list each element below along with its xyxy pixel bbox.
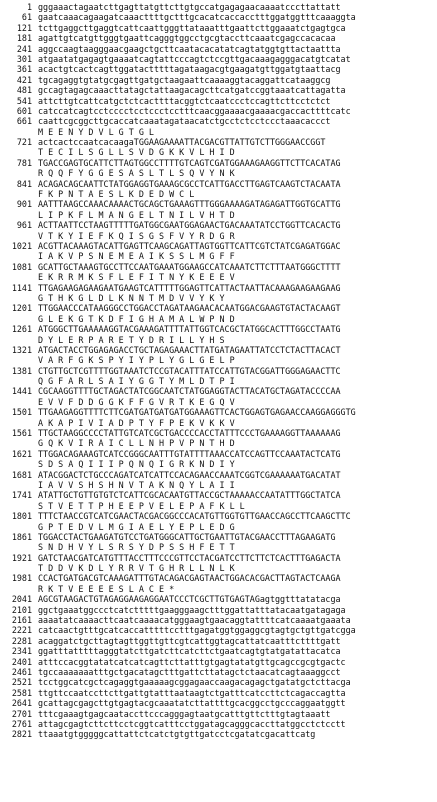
nucleotide-sequence: TTGGACAGAAAGTCATCCGGGCAATTTGTATTTTAAACCATCCAGTTCCAAATACTCATG	[38, 448, 341, 459]
nucleotide-sequence: TGACCGAGTGCATTCTTAGTGGCCTTTTGTCAGTCGATGGAAAGAAGGTTCTTCACATAG	[38, 157, 341, 168]
nucleotide-sequence: atttccacggtatatcatcatcagttcttatttgtgagtatatgttgcagccgcgtgactc	[38, 656, 346, 667]
amino-acid-sequence: M E E N Y D V L G T G L	[38, 126, 154, 137]
nucleotide-line	[2, 283, 437, 293]
nucleotide-sequence: gggaaactagaatcttgagttatgttcttgtgccatgagagaacaaaatcccttattatt	[38, 2, 341, 12]
nucleotide-line	[2, 12, 437, 22]
line-number: 1501	[11, 407, 32, 418]
protein-translation-line	[2, 272, 437, 282]
nucleotide-sequence: catcaactgtttgcatcaccatttttcctttgagatggtggaggcgtagtgctgttgatcgga	[38, 625, 356, 636]
line-number: 1141	[11, 282, 32, 293]
protein-translation-line	[2, 293, 437, 303]
amino-acid-sequence: G T H K G L D L K N N T M D V V Y K Y	[38, 292, 225, 303]
nucleotide-line	[2, 85, 437, 95]
line-number: 1741	[11, 490, 32, 501]
nucleotide-line	[2, 511, 437, 521]
protein-translation-line	[2, 147, 437, 157]
line-number: 2581	[11, 687, 32, 698]
nucleotide-line	[2, 64, 437, 74]
line-number: 2641	[11, 698, 32, 709]
nucleotide-sequence: CTGTTGCTCGTTTTGGTAAATCTCCGTACATTTATCCATTGTACGGATTGGGAGAACTTC	[38, 365, 341, 376]
amino-acid-sequence: Q G F A R L S A I Y G G T Y M L D T P I	[38, 376, 235, 387]
protein-translation-line	[2, 168, 437, 178]
protein-translation-line	[2, 355, 437, 365]
nucleotide-line	[2, 667, 437, 677]
nucleotide-line	[2, 698, 437, 708]
line-number: 1861	[11, 531, 32, 542]
protein-translation-line	[2, 438, 437, 448]
protein-translation-line	[2, 563, 437, 573]
nucleotide-line	[2, 729, 437, 739]
nucleotide-sequence: actcactccaatcacaagaTGGAAGAAAATTACGACGTTATTGTCTTGGGAACCGGT	[38, 137, 326, 148]
nucleotide-sequence: atgaatatgagagtgaaaatcagtattcccagtctccgttgacaaagagggacatgtcatat	[38, 53, 351, 64]
nucleotide-line	[2, 96, 437, 106]
nucleotide-sequence: tcttgaggcttgaggtcattcaattgggttataaatttgaattcttggaaatctgagtgca	[38, 22, 346, 33]
nucleotide-sequence: GCATTGCTAAAGTGCCTTCCAATGAAATGGAAGCCATCAAATCTTCTTTAATGGGCTTTT	[38, 261, 341, 272]
nucleotide-sequence: ATACGGACTCTGCCCAGATCATCATTCCACAGAACCAAATCGGTCGAAAAAATGACATAT	[38, 469, 341, 480]
line-number: 1441	[11, 386, 32, 397]
nucleotide-sequence: ACAGACAGCAATTCTATGGAGGTGAAAGCGCCTCATTGACCTTGAGTCAAGTCTACAATA	[38, 178, 341, 189]
nucleotide-line	[2, 428, 437, 438]
nucleotide-line	[2, 44, 437, 54]
amino-acid-sequence: T D D V K D L Y R R V T G H R L L N L K	[38, 563, 235, 574]
nucleotide-line	[2, 366, 437, 376]
nucleotide-sequence: CGCAAGGTTTTGCTAGACTATCGGCAATCTATGGAGGTACTTACATGCTAGATACCCCAA	[38, 386, 341, 397]
nucleotide-sequence: acaggatctgcttagtagttggttgttcgtcattggtagcattatcaatttcttttgatt	[38, 635, 341, 646]
line-number: 541	[16, 95, 32, 106]
nucleotide-line	[2, 345, 437, 355]
line-number: 901	[16, 199, 32, 210]
nucleotide-sequence: GATCTAACGATCATGTTTACCTTTCCCGTTCCTACGATCCTTCTTCTCACTTTGAGACTA	[38, 552, 341, 563]
amino-acid-sequence: R Q Q F Y G G E S A S L T L S Q V Y N K	[38, 168, 235, 179]
nucleotide-line	[2, 553, 437, 563]
nucleotide-line	[2, 709, 437, 719]
nucleotide-line	[2, 137, 437, 147]
protein-translation-line	[2, 376, 437, 386]
protein-translation-line	[2, 127, 437, 137]
amino-acid-sequence: R K T V E E E E S L A C E *	[38, 583, 175, 594]
amino-acid-sequence: V T K Y I E F K Q I S G S F V Y R D G R	[38, 230, 235, 241]
nucleotide-sequence: ggctgaaatggccctcatctttttgaagggaagctttggattatttatacaatgatagaga	[38, 604, 346, 615]
nucleotide-sequence: TTGAAGAGGTTTTCTTCGATGATGATGATGGAAAGTTCACTGGAGTGAGAACCAAGGAGGGTG	[38, 407, 356, 418]
nucleotide-line	[2, 2, 437, 12]
nucleotide-sequence: ACTTAATTCCTAAGTTTTTGATGGCGAATGGAGAACTGACAAATATCCTGGTTCACACTG	[38, 220, 341, 231]
nucleotide-sequence: ATGGGCTTGAAAAAGGTACGAAAGATTTTATTGGTCACGCTATGGCACTTTGGCCTAATG	[38, 324, 341, 335]
protein-translation-line	[2, 210, 437, 220]
nucleotide-line	[2, 449, 437, 459]
nucleotide-line	[2, 532, 437, 542]
nucleotide-line	[2, 490, 437, 500]
nucleotide-line	[2, 386, 437, 396]
line-number: 2761	[11, 718, 32, 729]
nucleotide-line	[2, 636, 437, 646]
line-number: 961	[16, 220, 32, 231]
line-number: 421	[16, 74, 32, 85]
nucleotide-line	[2, 625, 437, 635]
line-number: 841	[16, 178, 32, 189]
nucleotide-line	[2, 106, 437, 116]
nucleotide-sequence: TTGCTAAGGCCCCTATTGTCATCGCTGACCCCACCTATTTCCCTGAAAAGGTTAAAAAAG	[38, 428, 341, 439]
nucleotide-sequence: ACGTTACAAAGTACATTGAGTTCAAGCAGATTAGTGGTTCATTCGTCTATCGAGATGGAC	[38, 240, 341, 251]
line-number: 1321	[11, 344, 32, 355]
nucleotide-sequence: ATATTGCTGTTGTGTCTCATTCGCACAATGTTACCGCTAAAAACCAATATTTGGCTATCA	[38, 490, 341, 501]
nucleotide-line	[2, 262, 437, 272]
nucleotide-sequence: ttgttccaatccttcttgattgtatttaataagtctgatttcatccttctcagaccagtta	[38, 687, 346, 698]
nucleotide-line	[2, 688, 437, 698]
nucleotide-line	[2, 573, 437, 583]
amino-acid-sequence: S N D H V Y L S R S Y D P S S H F E T T	[38, 542, 235, 553]
line-number: 1381	[11, 365, 32, 376]
line-number: 121	[16, 22, 32, 33]
line-number: 2221	[11, 625, 32, 636]
nucleotide-sequence: aggccaagtaagggaacgaagctgcttcaatacacatatcagtatggtgttactaattta	[38, 43, 341, 54]
line-number: 2341	[11, 646, 32, 657]
line-number: 2401	[11, 656, 32, 667]
line-number: 1081	[11, 261, 32, 272]
nucleotide-line	[2, 241, 437, 251]
nucleotide-sequence: gcattagcgagcttgtgagtacgcaaatatcttattttgcacggcctgcccaggaatggtt	[38, 698, 346, 709]
nucleotide-sequence: acactgtcactcagttggatactttttagataagacgtgaagatgttggatgtaattacg	[38, 64, 341, 75]
protein-translation-line	[2, 251, 437, 261]
nucleotide-sequence: TTGAGAAGAGAAGAATGAAGTCATTTTTGGAGTTCATTACTAATTACAAAGAAGAAGAAG	[38, 282, 341, 293]
nucleotide-sequence: ATGACTACCTGGAGAGACCTGCTAGAGAAACTTATGATAGAATTATCCTCTACTTACACT	[38, 344, 341, 355]
amino-acid-sequence: G L E K G T K D F I G H A M A L W P N D	[38, 313, 235, 324]
protein-translation-line	[2, 314, 437, 324]
line-number: 1561	[11, 428, 32, 439]
line-number: 661	[16, 116, 32, 127]
protein-translation-line	[2, 501, 437, 511]
line-number: 481	[16, 85, 32, 96]
amino-acid-sequence: G Q K V I R A I C L L N H P V P N T H D	[38, 438, 235, 449]
nucleotide-sequence: tgcagaggtgtatgcgagttgatgctaagaattcaaaaggtacaggattcataaggcg	[38, 74, 331, 85]
nucleotide-line	[2, 719, 437, 729]
nucleotide-sequence: catccatcagtcctcccctcctccctcctttcaacggaaaacgaaaacgaccacttttcatc	[38, 105, 351, 116]
nucleotide-line	[2, 23, 437, 33]
nucleotide-line	[2, 75, 437, 85]
line-number: 241	[16, 43, 32, 54]
nucleotide-line	[2, 470, 437, 480]
amino-acid-sequence: E V V F D D G G K F F G V R T K E G Q V	[38, 396, 235, 407]
amino-acid-sequence: S T V E T T P H E E P V E L E P A F K L L	[38, 500, 245, 511]
amino-acid-sequence: I A V V S H S H N V T A K N Q Y L A I I	[38, 479, 235, 490]
nucleotide-line	[2, 158, 437, 168]
nucleotide-sequence: TTGGAACCCATAAGGGCCTGGACCTAGATAAGAACACAATGGACGAAGTGTACTACAAGT	[38, 303, 341, 314]
nucleotide-sequence: AATTTAAGCCAAACAAAACTGCAGCTGAAAGTTTGGGAAAAGATAGAGATTGGTGCATTG	[38, 199, 341, 210]
line-number: 1201	[11, 303, 32, 314]
line-number: 1921	[11, 552, 32, 563]
nucleotide-line	[2, 324, 437, 334]
nucleotide-line	[2, 54, 437, 64]
line-number: 2821	[11, 729, 32, 740]
nucleotide-sequence: TTTCTAACCGTCATCGAACTACGACGGCCCACATGTTGGTGTTGAACCAGCCTTCAAGCTTC	[38, 511, 351, 522]
amino-acid-sequence: L I P K F L M A N G E L T N I L V H T D	[38, 209, 235, 220]
amino-acid-sequence: T E C I L S G L L S V D G K K V L H I D	[38, 147, 235, 158]
line-number: 1681	[11, 469, 32, 480]
protein-translation-line	[2, 522, 437, 532]
line-number: 181	[16, 33, 32, 44]
amino-acid-sequence: E K R R M K S F L E F I T N Y K E E E V	[38, 272, 235, 283]
nucleotide-sequence: AGCGTAAGACTGTAGAGGAAGAGGAATCCCTCGCTTGTGAGTAGagtggtttatatacga	[38, 594, 341, 605]
protein-translation-line	[2, 189, 437, 199]
protein-translation-line	[2, 480, 437, 490]
amino-acid-sequence: D Y L E R P A R E T Y D R I L L Y H S	[38, 334, 225, 345]
nucleotide-line	[2, 677, 437, 687]
nucleotide-sequence: gccagtagagcaaacttatagctattaagacagcttcatgatccggtaaatcattagatta	[38, 85, 346, 96]
line-number: 61	[21, 12, 32, 23]
nucleotide-sequence: gaatcaaacagaagatcaaacttttgctttgcacatcaccacctttggatggtttcaaaggta	[38, 12, 356, 23]
amino-acid-sequence: A K A P I V I A D P T Y F P E K V K K V	[38, 417, 235, 428]
line-number: 301	[16, 53, 32, 64]
line-number: 1621	[11, 448, 32, 459]
nucleotide-sequence: caattcgcggcttgcaccatcaaatagataacatctgcctctcctccctaaacaccct	[38, 116, 331, 127]
line-number: 1261	[11, 324, 32, 335]
nucleotide-sequence: tgccaaaaaaatttgctgacatagctttgattcttatagctctaacatcagtaaaggcct	[38, 667, 341, 677]
protein-translation-line	[2, 584, 437, 594]
nucleotide-sequence: aaaatatcaaaacttcaatcaaaacatgggaagtgaacaggtattttcatcaaaatgaaata	[38, 615, 351, 626]
line-number: 721	[16, 137, 32, 148]
protein-translation-line	[2, 397, 437, 407]
nucleotide-sequence: TGGACCTACTGAAGATGTCCTGATGGGCATTGCTGAATTGTACGAACCTTTAGAAGATG	[38, 531, 336, 542]
nucleotide-sequence: tttcgaaagtgagcaataccttcccagggagtaatgcatttgttctttgtagtaaatt	[38, 708, 331, 719]
line-number: 601	[16, 105, 32, 116]
nucleotide-sequence: ggatttatttttagggtatcttgatcttcatcttctgaatcagtgtatgatattacatca	[38, 646, 341, 657]
amino-acid-sequence: V A R F G K S P Y I Y P L Y G L G E L P	[38, 355, 235, 366]
nucleotide-line	[2, 407, 437, 417]
nucleotide-line	[2, 33, 437, 43]
line-number: 2521	[11, 677, 32, 688]
line-number: 2281	[11, 635, 32, 646]
nucleotide-sequence: agattgtcatgttgggtgaattcagggtggcctgcgtaccttcaaatcgagccacacaa	[38, 33, 336, 44]
protein-translation-line	[2, 335, 437, 345]
line-number: 2161	[11, 615, 32, 626]
nucleotide-sequence: ttaaatgtgggggcattattctcatctgtgttgatcctcgatatcgacattcatg	[38, 729, 316, 740]
nucleotide-line	[2, 594, 437, 604]
amino-acid-sequence: S D S A Q I I I P Q N Q I G R K N D I Y	[38, 459, 235, 470]
nucleotide-line	[2, 199, 437, 209]
line-number: 2701	[11, 708, 32, 719]
line-number: 2041	[11, 594, 32, 605]
line-number: 361	[16, 64, 32, 75]
nucleotide-sequence: attcttgtcattcatgctctcacttttacggtctcaatccctccagttcttcctctct	[38, 95, 331, 106]
amino-acid-sequence: F K P N T A E S L K D E D W C L	[38, 189, 195, 200]
line-number: 2461	[11, 667, 32, 677]
nucleotide-line	[2, 615, 437, 625]
nucleotide-line	[2, 116, 437, 126]
line-number: 1	[26, 2, 32, 12]
nucleotide-line	[2, 646, 437, 656]
line-number: 2101	[11, 604, 32, 615]
protein-translation-line	[2, 231, 437, 241]
protein-translation-line	[2, 459, 437, 469]
nucleotide-line	[2, 220, 437, 230]
nucleotide-sequence: tcctggcatcgctcagaggtgaaaaagcggagaaccaagacagagctgatatgctcttacga	[38, 677, 351, 688]
protein-translation-line	[2, 542, 437, 552]
amino-acid-sequence: G P T E D V L M G I A E L Y E P L E D G	[38, 521, 235, 532]
nucleotide-line	[2, 657, 437, 667]
line-number: 1801	[11, 511, 32, 522]
line-number: 1981	[11, 573, 32, 584]
line-number: 781	[16, 157, 32, 168]
protein-translation-line	[2, 418, 437, 428]
nucleotide-line	[2, 605, 437, 615]
nucleotide-line	[2, 303, 437, 313]
nucleotide-sequence: attagcgagtcttcttcctcggtcatttcctggatagcagggcaccttatggcctctcctt	[38, 718, 346, 729]
line-number: 1021	[11, 240, 32, 251]
amino-acid-sequence: I A K V P S N E M E A I K S S L M G F F	[38, 251, 235, 262]
nucleotide-sequence: CCACTGATGACGTCAAAGATTTGTACAGACGAGTAACTGGACACGACTTAGTACTCAAGA	[38, 573, 341, 584]
nucleotide-line	[2, 179, 437, 189]
